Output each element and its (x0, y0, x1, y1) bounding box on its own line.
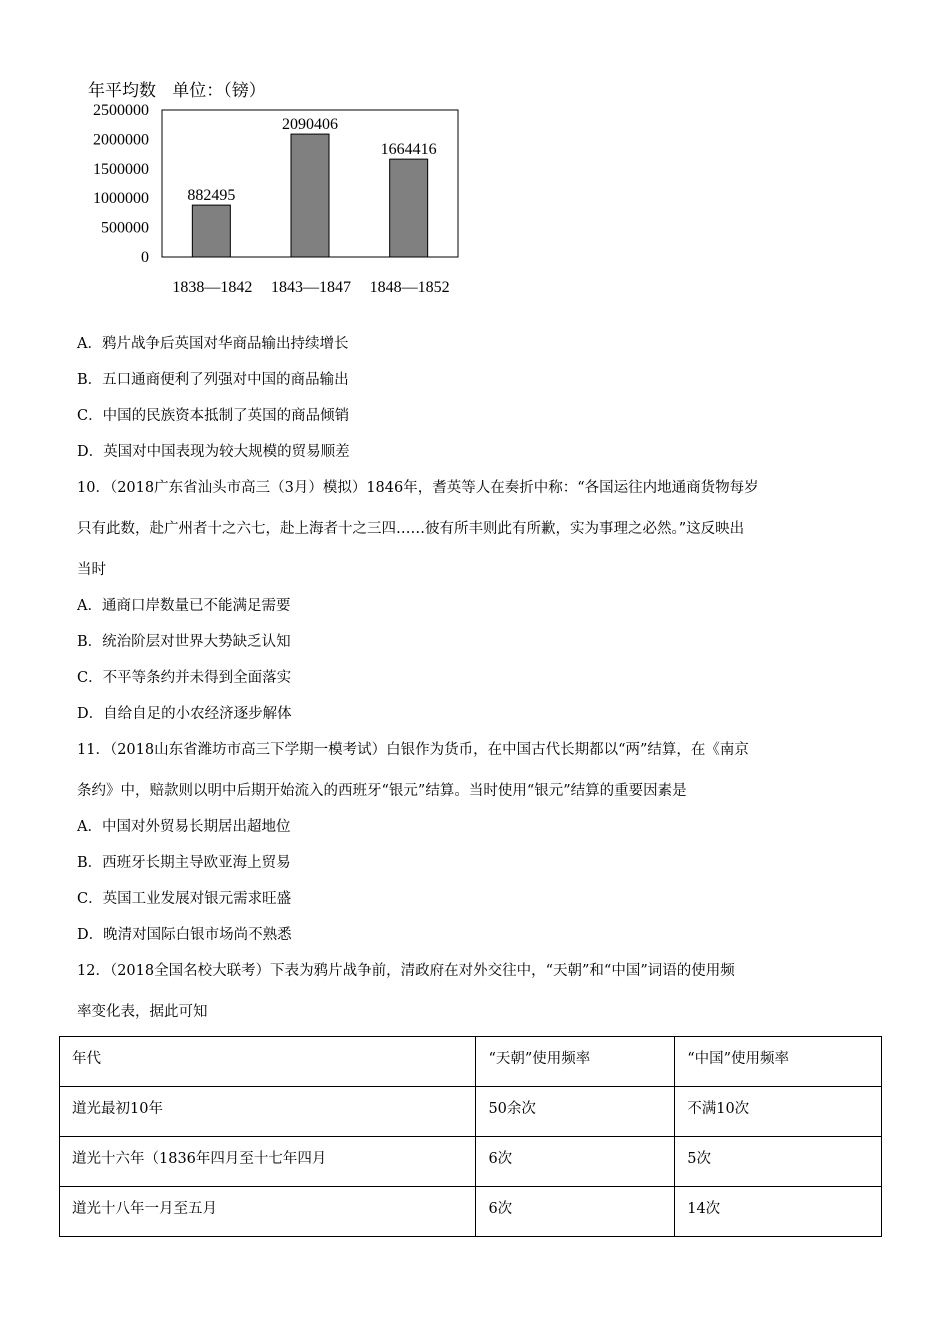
q11-option-d: D．晚清对国际白银市场尚不熟悉 (77, 927, 292, 943)
x-tick-label: 1843—1847 (271, 279, 351, 296)
bar-data-label: 1664416 (380, 141, 437, 159)
bar-chart (80, 70, 480, 305)
table-cell: 50余次 (476, 1087, 675, 1137)
q10-option-c: C．不平等条约并未得到全面落实 (77, 670, 292, 686)
table-cell: 道光最初10年 (60, 1087, 476, 1137)
q12-stem-line2: 率变化表，据此可知 (77, 1004, 208, 1020)
q11-stem-line1: 11．（2018山东省潍坊市高三下学期一模考试）白银作为货币，在中国古代长期都以“两”结算，在《南京 (77, 742, 749, 758)
y-tick-label: 2000000 (93, 131, 149, 149)
q11-option-c: C．英国工业发展对银元需求旺盛 (77, 891, 292, 907)
q10-option-d: D．自给自足的小农经济逐步解体 (77, 706, 292, 722)
chart-title: 年平均数 单位：（镑） (88, 81, 266, 101)
q11-option-b: B．西班牙长期主导欧亚海上贸易 (77, 855, 291, 871)
y-tick-label: 1000000 (93, 190, 149, 208)
table-cell: 道光十八年一月至五月 (60, 1187, 476, 1237)
y-tick-label: 2500000 (93, 102, 149, 119)
table-cell: 6次 (476, 1187, 675, 1237)
table-cell: 不满10次 (675, 1087, 882, 1137)
table-row (60, 1087, 882, 1137)
table-cell: 6次 (476, 1137, 675, 1187)
q10-option-b: B．统治阶层对世界大势缺乏认知 (77, 634, 291, 650)
y-tick-label: 1500000 (93, 160, 149, 178)
table-row (60, 1137, 882, 1187)
q9-option-a: A．鸦片战争后英国对华商品输出持续增长 (77, 336, 349, 352)
x-tick-label: 1848—1852 (369, 279, 450, 296)
bar (192, 205, 230, 257)
table-header-cell: 年代 (60, 1037, 476, 1087)
table-cell: 道光十六年（1836年四月至十七年四月 (60, 1137, 476, 1187)
table-row (60, 1187, 882, 1237)
q9-option-b: B．五口通商便利了列强对中国的商品输出 (77, 372, 349, 388)
q9-option-c: C．中国的民族资本抵制了英国的商品倾销 (77, 408, 350, 424)
q11-stem-line2: 条约》中，赔款则以明中后期开始流入的西班牙“银元”结算。当时使用“银元”结算的重要因素是 (77, 783, 687, 799)
q10-stem-line3: 当时 (77, 562, 106, 578)
y-tick-label: 0 (141, 249, 149, 266)
table-cell: 14次 (675, 1187, 882, 1237)
y-tick-label: 500000 (101, 219, 149, 237)
chart-svg (80, 70, 480, 305)
q12-stem-line1: 12．（2018全国名校大联考）下表为鸦片战争前，清政府在对外交往中，“天朝”和“中国”词语的使用频 (77, 963, 735, 979)
x-tick-label: 1838—1842 (172, 279, 253, 296)
table-cell: 5次 (675, 1137, 882, 1187)
q9-option-d: D．英国对中国表现为较大规模的贸易顺差 (77, 444, 350, 460)
bar (291, 134, 329, 257)
frequency-table (59, 1036, 882, 1237)
q11-option-a: A．中国对外贸易长期居出超地位 (77, 819, 291, 835)
table-header-row (60, 1037, 882, 1087)
bar (390, 159, 428, 257)
table-header-cell: “天朝”使用频率 (476, 1037, 675, 1087)
q10-stem-line2: 只有此数，赴广州者十之六七，赴上海者十之三四……彼有所丰则此有所歉，实为事理之必然。”这反映出 (77, 521, 745, 537)
q10-stem-line1: 10．（2018广东省汕头市高三（3月）模拟）1846年，耆英等人在奏折中称：“各国运往内地通商货物每岁 (77, 480, 759, 496)
q10-option-a: A．通商口岸数量已不能满足需要 (77, 598, 291, 614)
table-header-cell: “中国”使用频率 (675, 1037, 882, 1087)
bar-data-label: 2090406 (282, 116, 338, 134)
bar-data-label: 882495 (187, 187, 236, 205)
